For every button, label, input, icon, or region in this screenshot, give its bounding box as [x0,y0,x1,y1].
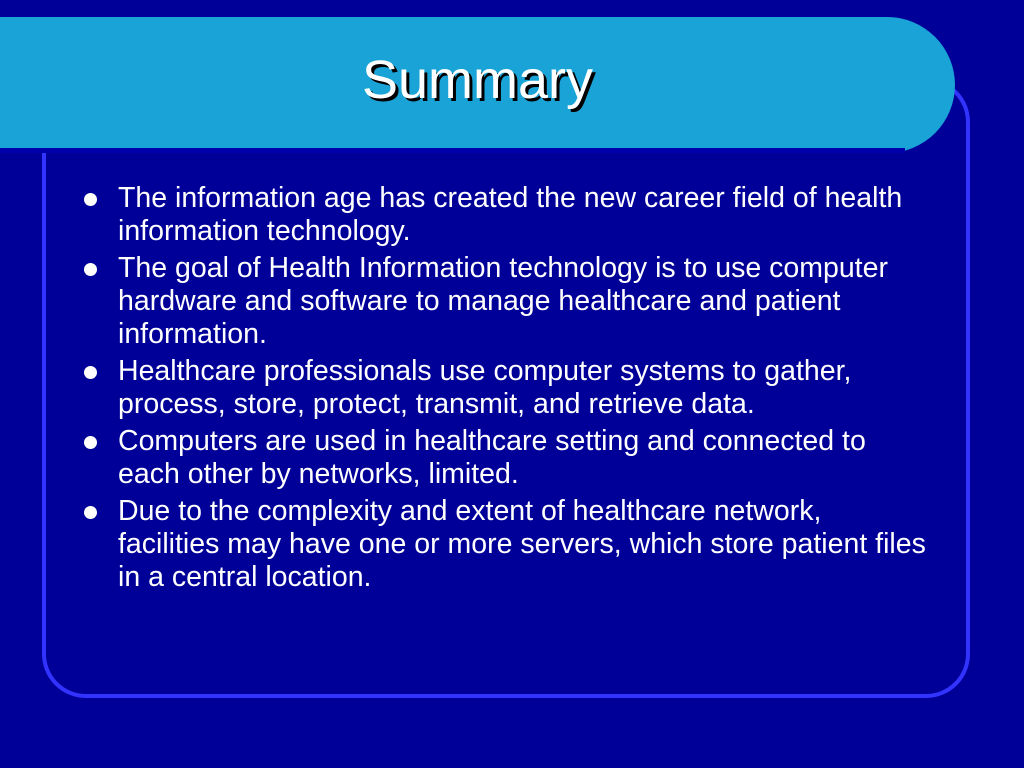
bullet-text: The goal of Health Information technology is to use computer hardware and software to manage healthcare and patient information. [118,252,888,350]
slide-title: Summary [361,50,594,110]
bullet-item [80,495,930,594]
bullet-dot-icon [84,506,97,519]
bullet-list [80,182,930,598]
bullet-text: The information age has created the new career field of health information technology. [118,182,903,247]
bullet-item [80,182,930,248]
bullet-item [80,425,930,491]
bullet-dot-icon [84,193,97,206]
bullet-item [80,355,930,421]
bullet-dot-icon [84,366,97,379]
bullet-dot-icon [84,263,97,276]
bullet-text: Healthcare professionals use computer systems to gather, process, store, protect, transmit, and retrieve data. [118,355,852,420]
bullet-item [80,252,930,351]
bullet-dot-icon [84,436,97,449]
bullet-text: Computers are used in healthcare setting and connected to each other by networks, limited. [118,425,866,490]
bullet-text: Due to the complexity and extent of healthcare network, facilities may have one or more servers, which store patient files in a central location. [118,495,926,593]
title-rule [0,148,905,153]
